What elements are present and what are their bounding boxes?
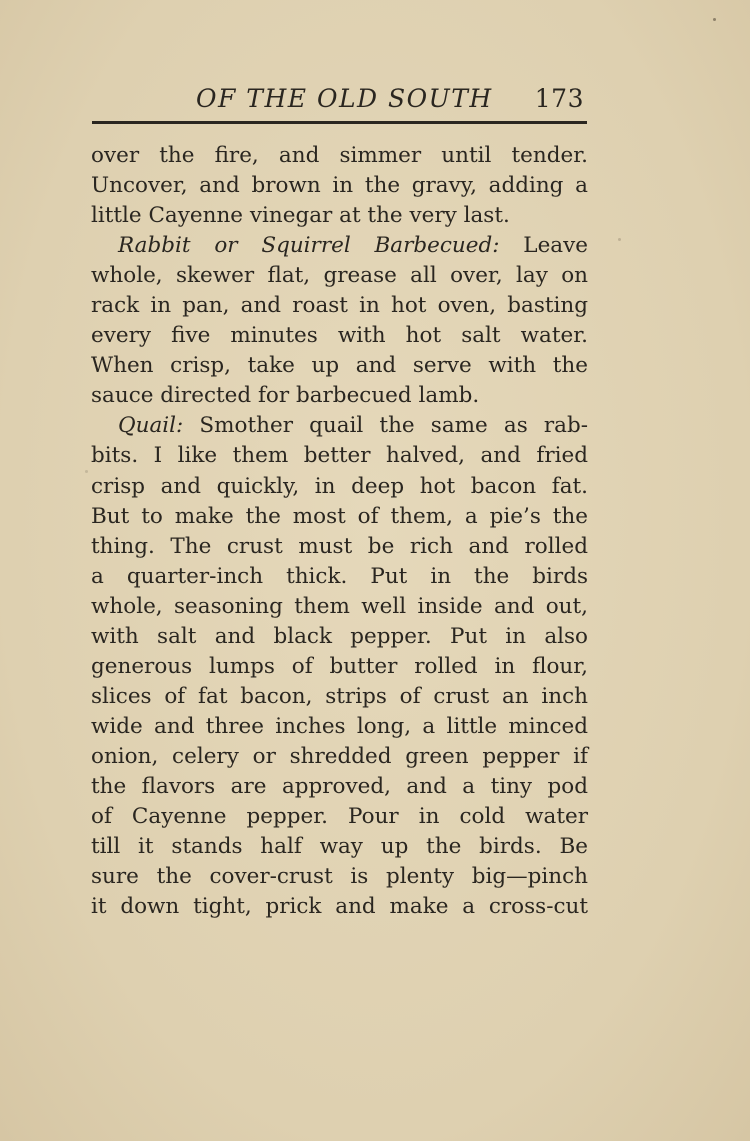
text-line: onion, celery or shredded green pepper if	[91, 743, 588, 769]
page-header	[90, 82, 588, 118]
recipe-heading-quail: Quail:	[118, 413, 184, 439]
text-line: little Cayenne vinegar at the very last.	[91, 203, 510, 229]
text-line: sauce directed for barbecued lamb.	[91, 383, 480, 409]
text-line: every five minutes with hot salt water.	[91, 323, 588, 349]
text-fragment: Leave	[499, 233, 588, 259]
text-line: Uncover, and brown in the gravy, adding a	[91, 173, 588, 199]
paper-speck	[713, 18, 716, 21]
text-line: But to make the most of them, a pie’s the	[91, 503, 588, 529]
text-line: slices of fat bacon, strips of crust an inch	[91, 683, 588, 709]
rabbit-recipe-first-line	[91, 231, 588, 261]
text-line: crisp and quickly, in deep hot bacon fat.	[91, 473, 588, 499]
recipe-heading-rabbit: Rabbit or Squirrel Barbecued:	[118, 233, 500, 259]
text-line: of Cayenne pepper. Pour in cold water	[91, 804, 588, 830]
text-line: till it stands half way up the birds. Be	[91, 834, 588, 860]
text-line: over the fire, and simmer until tender.	[91, 143, 588, 168]
text-line: thing. The crust must be rich and rolled	[91, 533, 588, 559]
text-line: with salt and black pepper. Put in also	[91, 623, 588, 649]
running-head: OF THE OLD SOUTH	[196, 84, 493, 113]
text-line: bits. I like them better halved, and fried	[91, 443, 588, 469]
text-line: When crisp, take up and serve with the	[91, 353, 588, 379]
paper-speck	[618, 238, 621, 241]
text-line: it down tight, prick and make a cross-cut	[91, 894, 588, 920]
page-number: 173	[534, 84, 584, 113]
text-line: whole, seasoning them well inside and out,	[91, 593, 588, 619]
body-text	[91, 141, 588, 922]
text-line: wide and three inches long, a little minced	[91, 713, 588, 739]
paper-speck	[85, 470, 88, 473]
text-line: rack in pan, and roast in hot oven, basting	[91, 293, 588, 319]
quail-recipe-first-line	[91, 411, 588, 441]
text-line: whole, skewer flat, grease all over, lay on	[91, 263, 588, 289]
header-rule	[92, 121, 587, 124]
text-fragment: Smother quail the same as rab-	[183, 413, 588, 439]
text-line: a quarter-inch thick. Put in the birds	[91, 563, 588, 589]
text-line: sure the cover-crust is plenty big—pinch	[91, 864, 588, 890]
text-line: the flavors are approved, and a tiny pod	[91, 773, 588, 799]
text-line: generous lumps of butter rolled in flour,	[91, 653, 588, 679]
